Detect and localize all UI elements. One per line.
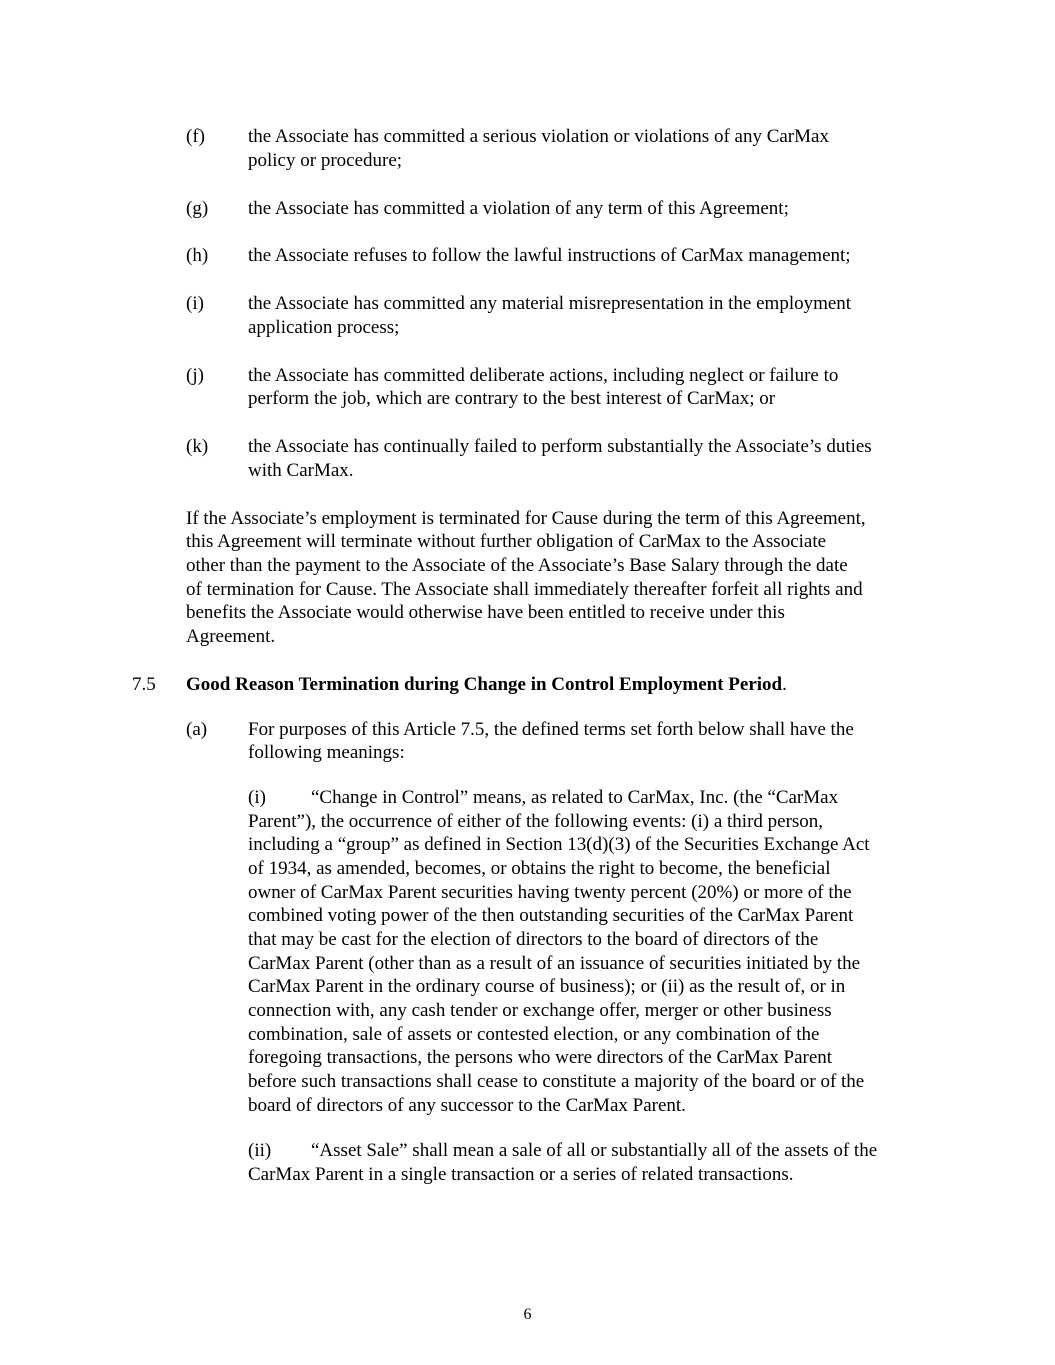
- definition-line: of 1934, as amended, becomes, or obtains the right to become, the beneficial: [248, 858, 831, 879]
- page-number: 6: [523, 1306, 532, 1323]
- item-label: (a): [186, 719, 208, 740]
- definition-line: board of directors of any successor to the CarMax Parent.: [248, 1095, 686, 1116]
- definition-first-line: “Change in Control” means, as related to CarMax, Inc. (the “CarMax: [311, 787, 839, 808]
- definition-line: owner of CarMax Parent securities having twenty percent (20%) or more of the: [248, 882, 852, 903]
- item-text-line: the Associate has committed a serious violation or violations of any CarMax: [248, 126, 829, 147]
- definition-label: (i): [248, 787, 266, 808]
- item-label: (i): [186, 293, 204, 314]
- paragraph-line: Agreement.: [186, 626, 276, 647]
- definition-line: including a “group” as defined in Section 13(d)(3) of the Securities Exchange Act: [248, 834, 870, 855]
- item-text-line: the Associate has committed a violation of any term of this Agreement;: [248, 198, 789, 219]
- definition-line: combined voting power of the then outstanding securities of the CarMax Parent: [248, 905, 854, 926]
- item-label: (h): [186, 245, 209, 266]
- definition-line: that may be cast for the election of directors to the board of directors of the: [248, 929, 819, 950]
- paragraph-line: other than the payment to the Associate of the Associate’s Base Salary through the date: [186, 555, 848, 576]
- section-title-suffix: .: [782, 674, 787, 695]
- section-title-wrap: [186, 673, 787, 697]
- item-text-line: application process;: [248, 317, 400, 338]
- item-text-line: the Associate has committed deliberate actions, including neglect or failure to: [248, 365, 839, 386]
- item-text-line: perform the job, which are contrary to the best interest of CarMax; or: [248, 388, 776, 409]
- definition-line: before such transactions shall cease to constitute a majority of the board or of the: [248, 1071, 865, 1092]
- definition-line: connection with, any cash tender or exchange offer, merger or other business: [248, 1000, 832, 1021]
- item-label: (j): [186, 365, 204, 386]
- paragraph-line: If the Associate’s employment is terminated for Cause during the term of this Agreement,: [186, 508, 866, 529]
- paragraph-line: of termination for Cause. The Associate shall immediately thereafter forfeit all rights and: [186, 579, 863, 600]
- definition-line: CarMax Parent in a single transaction or a series of related transactions.: [248, 1164, 794, 1185]
- item-text-line: For purposes of this Article 7.5, the defined terms set forth below shall have the: [248, 719, 854, 740]
- paragraph-line: this Agreement will terminate without further obligation of CarMax to the Associate: [186, 531, 827, 552]
- item-text-line: with CarMax.: [248, 460, 354, 481]
- definition-line: CarMax Parent in the ordinary course of business); or (ii) as the result of, or in: [248, 976, 846, 997]
- item-text-line: following meanings:: [248, 742, 405, 763]
- definition-line: CarMax Parent (other than as a result of an issuance of securities initiated by the: [248, 953, 861, 974]
- item-text-line: the Associate has continually failed to perform substantially the Associate’s duties: [248, 436, 872, 457]
- section-title: Good Reason Termination during Change in Control Employment Period: [186, 674, 783, 695]
- definition-label: (ii): [248, 1140, 272, 1161]
- section-number: 7.5: [132, 674, 156, 695]
- item-label: (f): [186, 126, 205, 147]
- definition-line: combination, sale of assets or contested election, or any combination of the: [248, 1024, 820, 1045]
- paragraph-line: benefits the Associate would otherwise have been entitled to receive under this: [186, 602, 785, 623]
- item-text-line: the Associate refuses to follow the lawful instructions of CarMax management;: [248, 245, 851, 266]
- item-label: (g): [186, 198, 209, 219]
- item-text-line: the Associate has committed any material misrepresentation in the employment: [248, 293, 852, 314]
- definition-first-line: “Asset Sale” shall mean a sale of all or substantially all of the assets of the: [311, 1140, 878, 1161]
- item-text-line: policy or procedure;: [248, 150, 403, 171]
- definition-line: Parent”), the occurrence of either of the following events: (i) a third person,: [248, 811, 824, 832]
- item-label: (k): [186, 436, 209, 457]
- definition-line: foregoing transactions, the persons who were directors of the CarMax Parent: [248, 1047, 833, 1068]
